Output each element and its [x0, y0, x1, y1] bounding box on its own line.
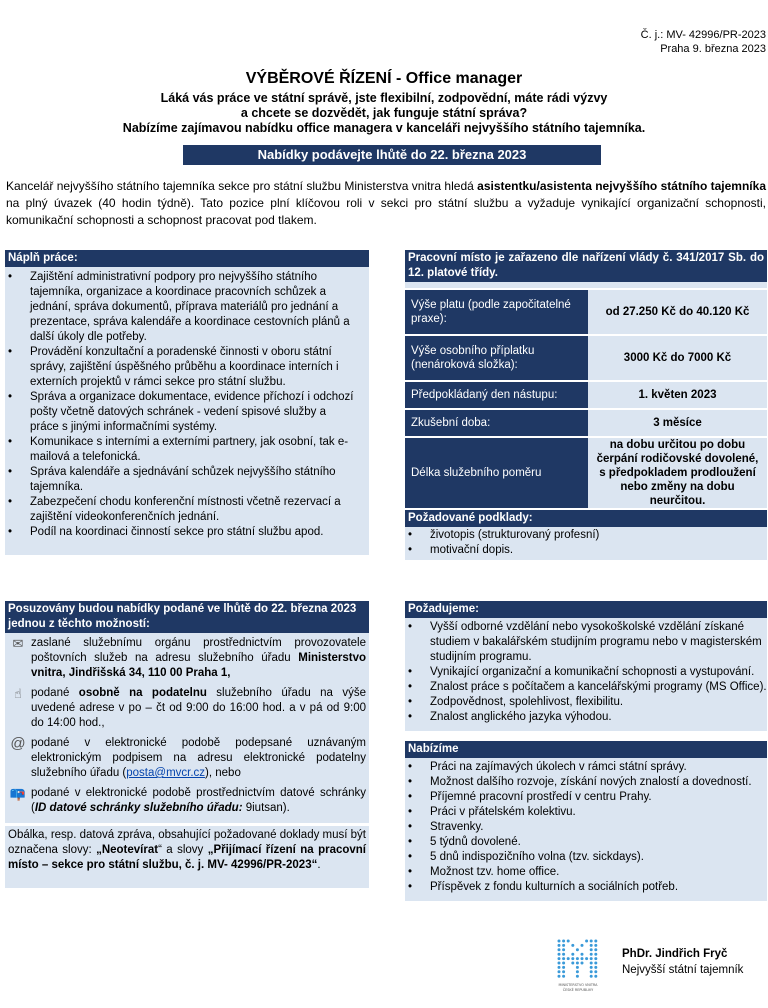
duty-item: • Zajištění administrativní podpory pro nejvyššího státního tajemníka, organizace a koordinace pracovních schůzek a jednání, správa dokumentů, příprava materiálů pro jednání a prezentace, správa kalendáře a koordinace cestovních plánů a další úkoly dle potřeby.	[5, 270, 355, 345]
requirements-box	[405, 601, 767, 731]
salary-label: Předpokládaný den nástupu:	[405, 382, 588, 408]
envelope-icon: ✉	[12, 636, 24, 651]
signature-role: Nejvyšší státní tajemník	[622, 964, 744, 976]
offer-item: • Příspěvek z fondu kulturních a sociálních potřeb.	[405, 880, 767, 895]
svg-text:ČESKÉ REPUBLIKY: ČESKÉ REPUBLIKY	[562, 988, 594, 992]
svg-text:MINISTERSTVO VNITRA: MINISTERSTVO VNITRA	[558, 983, 598, 987]
document-item: • motivační dopis.	[405, 543, 767, 558]
hand-icon: ☝	[14, 686, 22, 701]
duty-item: • Komunikace s interními a externími partnery, jak osobní, tak e-mailová a telefonická.	[5, 435, 355, 465]
requirement-item: • Znalost práce s počítačem a kancelářskými programy (MS Office).	[405, 680, 767, 695]
offer-item: • Práci na zajímavých úkolech v rámci státní správy.	[405, 760, 767, 775]
intro-text-1: Kancelář nejvyššího státního tajemníka sekce pro státní službu Ministerstva vnitra hledá	[6, 179, 478, 193]
envelope-note	[5, 826, 369, 875]
salary-label: Zkušební doba:	[405, 410, 588, 436]
duty-item: • Podíl na koordinaci činností sekce pro státní službu apod.	[5, 525, 355, 540]
intro-text-2: na plný úvazek (40 hodin týdně). Tato pozice plní klíčovou roli v sekci pro státní službu a vyžaduje vynikající organizační schopnosti, komunikační schopnosti a schopnost pracovat pod tlakem.	[6, 196, 766, 227]
duties-heading: Náplň práce:	[5, 250, 369, 267]
duty-item: • Správa a organizace dokumentace, evidence příchozí i odchozí pošty včetně datových schránek - vedení spisové služby a práce s jinými informačními systémy.	[5, 390, 355, 435]
salary-row	[405, 382, 767, 408]
subtitle-line-2: a chcete se dozvědět, jak funguje státní správa?	[240, 106, 528, 120]
signature-block	[622, 946, 743, 978]
reference-number: Č. j.: MV- 42996/PR-2023	[640, 29, 766, 41]
duties-box	[5, 250, 369, 555]
offer-item: • 5 týdnů dovolené.	[405, 835, 767, 850]
submission-option-post	[5, 636, 369, 681]
salary-value: 1. květen 2023	[588, 382, 767, 408]
duties-list	[5, 267, 369, 540]
submission-heading-a: Posuzovány budou	[8, 603, 117, 615]
ministry-logo	[556, 938, 600, 994]
subtitle-line-1: Láká vás práce ve státní správě, jste flexibilní, zodpovědní, máte rádi výzvy	[160, 91, 608, 105]
offer-item: • Stravenky.	[405, 820, 767, 835]
place-date: Praha 9. března 2023	[660, 43, 766, 55]
opt2-text-a: podané	[31, 687, 79, 699]
intro-paragraph	[6, 178, 766, 229]
documents-heading: Požadované podklady:	[405, 510, 767, 527]
duty-item: • Správa kalendáře a sjednávání schůzek nejvyššího státního tajemníka.	[5, 465, 355, 495]
requirements-heading: Požadujeme:	[405, 601, 767, 618]
offer-item: • Práci v přátelském kolektivu.	[405, 805, 767, 820]
salary-row	[405, 290, 767, 334]
opt4-text-a: podané v elektronické podobě prostřednictvím datové schránky (	[31, 787, 366, 814]
requirements-list	[405, 618, 767, 725]
page-title: VÝBĚROVÉ ŘÍZENÍ - Office manager	[245, 70, 523, 87]
envelope-note-box	[5, 826, 369, 888]
subtitle	[0, 91, 768, 136]
signature-name: PhDr. Jindřich Fryč	[622, 948, 728, 960]
submission-heading-b: nabídky podané ve lhůtě do 22. března 2023	[116, 603, 357, 615]
salary-row	[405, 438, 767, 508]
offer-item: • Příjemné pracovní prostředí v centru Prahy.	[405, 790, 767, 805]
opt1-address: Ministerstvo vnitra, Jindřišská 34, 110 00 Praha 1,	[31, 652, 366, 679]
note-bold-d: „Přijímací řízení na pracovní místo – sekce pro státní službu, č. j. MV- 42996/PR-2023“	[8, 844, 366, 871]
salary-heading: Pracovní místo je zařazeno dle nařízení vlády č. 341/2017 Sb. do 12. platové třídy.	[405, 250, 767, 282]
intro-position: asistentku/asistenta nejvyššího státního tajemníka	[477, 179, 766, 193]
note-text-e: .	[317, 859, 321, 871]
opt2-bold: osobně na podatelnu	[78, 687, 207, 699]
documents-box	[405, 510, 767, 560]
requirement-item: • Znalost anglického jazyka výhodou.	[405, 710, 767, 725]
submission-box	[5, 601, 369, 823]
reference-block	[641, 28, 766, 56]
salary-value: na dobu určitou po dobu čerpání rodičovské dovolené, s předpokladem prodloužení nebo změny na dobu neurčitou.	[588, 438, 767, 508]
opt3-text-b: ), nebo	[205, 767, 241, 779]
salary-table	[405, 288, 767, 510]
salary-box	[405, 250, 767, 507]
note-text-a: Obálka, resp. datová zpráva, obsahující požadované doklady musí být označena slovy:	[8, 829, 366, 856]
requirement-item: • Vyšší odborné vzdělání nebo vysokoškolské vzdělání získané studiem v bakalářském studijním programu nebo v magisterském studijním programu.	[405, 620, 767, 665]
submission-heading-c: jednou z těchto možností:	[8, 618, 150, 630]
submission-option-personal	[5, 686, 369, 731]
requirement-item: • Zodpovědnost, spolehlivost, flexibilitu.	[405, 695, 767, 710]
note-bold-b: „Neotevírat	[96, 844, 159, 856]
submission-option-databox	[5, 786, 369, 816]
salary-row	[405, 410, 767, 436]
offer-list	[405, 758, 767, 895]
mailbox-icon: 📪	[9, 786, 27, 801]
salary-value: 3 měsíce	[588, 410, 767, 436]
note-text-c: “ a slovy	[158, 844, 208, 856]
subtitle-line-3: Nabízíme zajímavou nabídku office managera v kanceláři nejvyššího státního tajemníka.	[122, 121, 646, 135]
opt2-text-c: služebního úřadu na výše uvedené adrese v po – čt od 9:00 do 16:00 hod. a v pá od 9:00 do 14:00 hod.,	[31, 687, 366, 729]
submission-option-email	[5, 736, 369, 781]
offer-item: • 5 dnů indispozičního volna (tzv. sickdays).	[405, 850, 767, 865]
duty-item: • Provádění konzultační a poradenské činnosti v oboru státní správy, zajištění úspěšného průběhu a koordinace interních i externích projektů v rámci sekce pro státní službu.	[5, 345, 355, 390]
opt4-id-label: ID datové schránky služebního úřadu:	[34, 802, 243, 814]
salary-value: 3000 Kč do 7000 Kč	[588, 336, 767, 380]
opt3-text-a: podané v elektronické podobě podepsané uznávaným elektronickým podpisem na adresu elektronické podatelny služebního úřadu (	[31, 737, 366, 779]
offer-heading: Nabízíme	[405, 741, 767, 758]
submission-heading	[5, 601, 369, 633]
deadline-banner: Nabídky podávejte lhůtě do 22. března 2023	[183, 145, 601, 165]
document-item: • životopis (strukturovaný profesní)	[405, 528, 767, 543]
salary-label: Výše osobního příplatku (nenároková složka):	[405, 336, 588, 380]
at-icon: @	[10, 735, 26, 752]
salary-label: Délka služebního poměru	[405, 438, 588, 508]
opt4-id-value: 9iutsan).	[242, 802, 290, 814]
email-link[interactable]: posta@mvcr.cz	[126, 767, 206, 779]
salary-row	[405, 336, 767, 380]
offer-box	[405, 741, 767, 901]
offer-item: • Možnost tzv. home office.	[405, 865, 767, 880]
requirement-item: • Vynikající organizační a komunikační schopnosti a vystupování.	[405, 665, 767, 680]
documents-list	[405, 527, 767, 558]
salary-label: Výše platu (podle započitatelné praxe):	[405, 290, 588, 334]
offer-item: • Možnost dalšího rozvoje, získání nových znalostí a dovedností.	[405, 775, 767, 790]
opt1-text: zaslané služebnímu orgánu prostřednictvím provozovatele poštovních služeb na adresu služebního úřadu	[31, 637, 366, 664]
salary-value: od 27.250 Kč do 40.120 Kč	[588, 290, 767, 334]
duty-item: • Zabezpečení chodu konferenční místnosti včetně rezervací a zajištění videokonferenčních jednání.	[5, 495, 355, 525]
